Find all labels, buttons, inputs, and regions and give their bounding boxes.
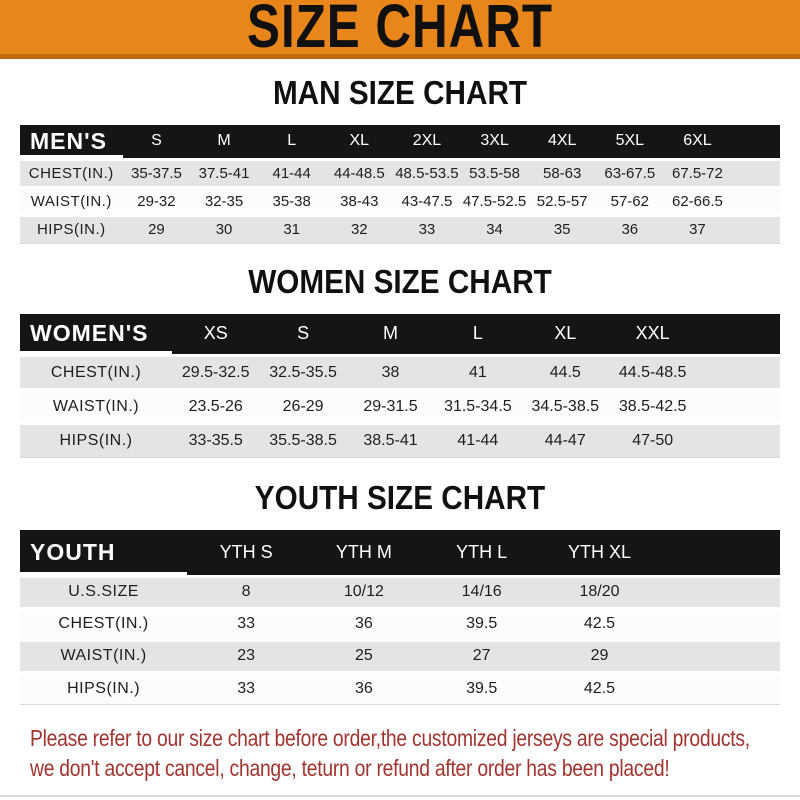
row-pad xyxy=(658,608,780,640)
column-header: YTH S xyxy=(219,541,273,562)
section-women xyxy=(0,264,800,459)
size-cell: 37 xyxy=(689,221,706,238)
table-head xyxy=(20,530,780,576)
row-label: CHEST(IN.) xyxy=(28,164,114,182)
size-cell: 31 xyxy=(283,221,301,238)
row-pad xyxy=(731,187,780,215)
size-cell: 14/16 xyxy=(461,583,502,600)
disclaimer-line-1: Please refer to our size chart before order,the customized jerseys are special products, xyxy=(30,724,750,751)
row-pad xyxy=(658,640,780,672)
header-row-women xyxy=(20,314,780,356)
size-cell: 53.5-58 xyxy=(469,164,520,182)
size-cell: 34.5-38.5 xyxy=(531,397,600,415)
size-cell: 58-63 xyxy=(542,164,582,182)
size-cell: 10/12 xyxy=(343,583,384,600)
table-row xyxy=(20,672,780,704)
size-cell: 42.5 xyxy=(583,615,616,632)
size-chart-sections xyxy=(0,75,800,705)
size-table-women xyxy=(20,314,780,459)
row-label: HIPS(IN.) xyxy=(36,221,106,238)
row-label: WAIST(IN.) xyxy=(52,397,140,415)
bottom-edge-line xyxy=(0,795,800,797)
size-cell: 41-44 xyxy=(457,432,499,449)
size-cell: 44-48.5 xyxy=(333,164,385,182)
table-row xyxy=(20,187,780,215)
size-cell: 67.5-72 xyxy=(671,164,723,182)
column-header: S xyxy=(297,323,310,344)
row-label: U.S.SIZE xyxy=(68,583,139,600)
size-cell: 33 xyxy=(418,221,436,238)
column-header: 6XL xyxy=(683,132,712,150)
table-row xyxy=(20,356,780,390)
table-row xyxy=(20,608,780,640)
size-cell: 35.5-38.5 xyxy=(269,432,337,449)
page-title: SIZE CHART xyxy=(247,0,553,62)
size-cell: 39.5 xyxy=(466,615,498,632)
column-header: XS xyxy=(203,323,228,344)
table-body xyxy=(20,159,780,243)
column-header: S xyxy=(151,132,162,150)
size-cell: 41-44 xyxy=(272,164,311,182)
table-row xyxy=(20,576,780,608)
column-header: 5XL xyxy=(615,132,645,150)
row-label: CHEST(IN.) xyxy=(58,615,149,632)
row-pad xyxy=(696,390,780,424)
size-cell: 35 xyxy=(553,221,571,238)
size-cell: 23.5-26 xyxy=(188,397,243,415)
banner xyxy=(0,0,800,62)
size-cell: 37.5-41 xyxy=(198,164,250,182)
size-cell: 18/20 xyxy=(579,583,620,600)
size-cell: 41 xyxy=(468,363,487,381)
column-header: 2XL xyxy=(412,132,442,150)
size-cell: 33 xyxy=(237,679,255,697)
table-title-women: WOMEN'S xyxy=(20,314,172,356)
table-body xyxy=(20,356,780,458)
column-header: L xyxy=(287,132,297,150)
size-cell: 32.5-35.5 xyxy=(269,363,337,381)
section-heading-youth: YOUTH SIZE CHART xyxy=(254,479,546,516)
size-cell: 52.5-57 xyxy=(536,192,588,210)
size-cell: 63-67.5 xyxy=(604,164,656,182)
size-cell: 38.5-41 xyxy=(363,432,418,449)
table-head xyxy=(20,314,780,356)
column-header: 4XL xyxy=(547,132,577,150)
size-cell: 42.5 xyxy=(583,679,616,697)
header-pad xyxy=(658,530,780,576)
section-heading-women: WOMEN SIZE CHART xyxy=(248,262,552,300)
table-head xyxy=(20,125,780,159)
size-cell: 26-29 xyxy=(282,397,324,415)
row-pad xyxy=(696,424,780,458)
size-cell: 35-37.5 xyxy=(130,164,182,182)
size-cell: 35-38 xyxy=(272,192,311,210)
size-table-men xyxy=(20,125,780,244)
column-header: XXL xyxy=(635,323,670,344)
section-heading-men: MAN SIZE CHART xyxy=(272,74,528,111)
row-label: HIPS(IN.) xyxy=(67,679,141,697)
size-cell: 34 xyxy=(486,221,503,238)
table-body xyxy=(20,576,780,704)
header-pad xyxy=(696,314,780,356)
size-cell: 33 xyxy=(237,615,255,632)
size-cell: 43-47.5 xyxy=(401,192,453,210)
table-row xyxy=(20,640,780,672)
row-label: WAIST(IN.) xyxy=(60,647,147,664)
disclaimer-line-2: we don't accept cancel, change, teturn or refund after order has been placed! xyxy=(30,754,670,781)
column-header: YTH XL xyxy=(567,541,631,562)
column-header: XL xyxy=(554,323,577,344)
size-table-youth xyxy=(20,530,780,705)
column-header: L xyxy=(472,323,483,344)
row-label: HIPS(IN.) xyxy=(59,432,133,449)
header-row-youth xyxy=(20,530,780,576)
table-row xyxy=(20,424,780,458)
row-pad xyxy=(696,356,780,390)
size-cell: 38 xyxy=(381,363,400,381)
size-cell: 48.5-53.5 xyxy=(395,164,459,182)
table-row xyxy=(20,215,780,243)
size-cell: 38.5-42.5 xyxy=(618,397,687,415)
size-cell: 29 xyxy=(590,647,609,664)
size-cell: 29-31.5 xyxy=(363,397,418,415)
column-header: 3XL xyxy=(480,132,509,150)
size-cell: 33-35.5 xyxy=(188,432,243,449)
size-cell: 29 xyxy=(148,221,165,238)
size-cell: 47.5-52.5 xyxy=(462,192,527,210)
size-cell: 38-43 xyxy=(340,192,379,210)
size-cell: 62-66.5 xyxy=(671,192,723,210)
size-cell: 36 xyxy=(354,615,373,632)
table-row xyxy=(20,159,780,187)
section-youth xyxy=(0,480,800,705)
size-cell: 44-47 xyxy=(544,432,586,449)
size-cell: 29-32 xyxy=(137,192,176,210)
row-label: CHEST(IN.) xyxy=(50,363,142,381)
header-pad xyxy=(731,125,780,159)
column-header: YTH L xyxy=(456,541,508,562)
size-cell: 8 xyxy=(241,583,251,600)
size-cell: 27 xyxy=(472,647,491,664)
disclaimer xyxy=(30,723,800,783)
size-cell: 39.5 xyxy=(466,679,498,697)
size-cell: 30 xyxy=(215,221,233,238)
table-row xyxy=(20,390,780,424)
size-cell: 25 xyxy=(354,647,373,664)
size-cell: 44.5 xyxy=(549,363,581,381)
column-header: YTH M xyxy=(335,541,392,562)
size-cell: 31.5-34.5 xyxy=(444,397,512,415)
row-label: WAIST(IN.) xyxy=(30,192,112,210)
row-pad xyxy=(658,576,780,608)
size-cell: 32-35 xyxy=(204,192,244,210)
size-cell: 23 xyxy=(237,647,255,664)
section-men xyxy=(0,75,800,244)
size-cell: 36 xyxy=(354,679,373,697)
header-row-men xyxy=(20,125,780,159)
column-header: M xyxy=(382,323,398,344)
column-header: M xyxy=(217,132,231,150)
row-pad xyxy=(731,215,780,243)
size-cell: 47-50 xyxy=(632,432,674,449)
column-header: XL xyxy=(349,132,370,150)
size-cell: 32 xyxy=(350,221,368,238)
size-cell: 57-62 xyxy=(610,192,649,210)
size-cell: 36 xyxy=(621,221,639,238)
size-cell: 29.5-32.5 xyxy=(181,363,250,381)
table-title-men: MEN'S xyxy=(20,125,123,159)
table-title-youth: YOUTH xyxy=(20,530,187,576)
row-pad xyxy=(731,159,780,187)
row-pad xyxy=(658,672,780,704)
size-cell: 44.5-48.5 xyxy=(618,363,687,381)
